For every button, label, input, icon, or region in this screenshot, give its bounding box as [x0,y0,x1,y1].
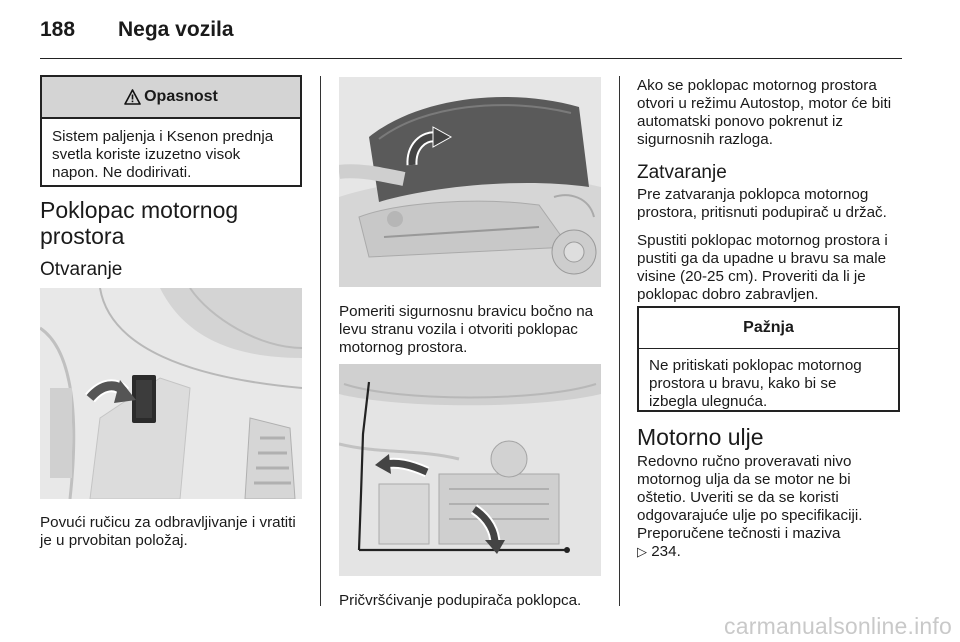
text-line: poklopac dobro zabravljen. [637,286,819,303]
text-line: automatski ponovo pokrenut iz [637,113,843,130]
text-line: sigurnosnih razloga. [637,131,773,148]
notice-box-header [639,308,898,349]
heading-line: Poklopac motornog [40,197,239,223]
autostop-note [637,77,891,149]
caption-line: Pomeriti sigurnosnu bravicu bočno na [339,303,594,320]
figure-hood-prop [339,364,601,576]
column-divider-1 [320,76,321,606]
page-title: Nega vozila [118,18,234,41]
text-line: Pre zatvaranja poklopca motornog [637,186,869,203]
page-reference[interactable] [637,543,862,561]
caption-hood-prop: Pričvršćivanje podupirača poklopca. [339,592,582,609]
caption-line: levu stranu vozila i otvoriti poklopac [339,321,578,338]
section-heading-engine-oil: Motorno ulje [637,424,764,450]
text-line: odgovarajuće ulje po specifikaciji. [637,507,863,524]
danger-box-text [42,119,300,182]
notice-box [637,306,900,412]
notice-line: izbegla ulegnuća. [649,393,768,410]
page-reference-number: 234. [651,543,681,560]
danger-box-title: Opasnost [144,88,218,105]
text-line: Ako se poklopac motornog prostora [637,77,877,94]
caption-line: motornog prostora. [339,339,468,356]
section-heading-hood [40,197,238,249]
caption-line: Povući ručicu za odbravljivanje i vratiti [40,514,296,531]
text-line: otvori u režimu Autostop, motor će biti [637,95,892,112]
warning-triangle-icon [124,89,141,105]
caption-open-hood [339,303,593,357]
text-line: oštetio. Uveriti se da se koristi [637,489,839,506]
heading-line: prostora [40,223,125,249]
text-line: Spustiti poklopac motornog prostora i [637,232,888,249]
danger-line: Sistem paljenja i Ksenon prednja [52,128,274,145]
column-divider-2 [619,76,620,606]
text-line: Preporučene tečnosti i maziva [637,525,841,542]
subheading-closing: Zatvaranje [637,162,727,183]
notice-box-title: Pažnja [743,319,794,336]
text-line: visine (20-25 cm). Proveriti da li je [637,268,866,285]
danger-box-header [42,77,300,119]
engine-oil-paragraph [637,453,862,561]
danger-line: napon. Ne dodirivati. [52,164,192,181]
header-rule [40,58,902,59]
closing-paragraph-2 [637,232,888,304]
text-line: Redovno ručno proveravati nivo [637,453,852,470]
notice-line: Ne pritiskati poklopac motornog [649,357,862,374]
watermark: carmanualsonline.info [724,613,952,639]
notice-box-text [639,349,898,411]
subheading-opening: Otvaranje [40,259,123,280]
notice-line: prostora u bravu, kako bi se [649,375,837,392]
danger-box [40,75,302,187]
text-line: prostora, pritisnuti podupirač u držač. [637,204,887,221]
text-line: pustiti ga da upadne u bravu sa male [637,250,887,267]
text-line: motornog ulja da se motor ne bi [637,471,851,488]
page-number: 188 [40,18,76,41]
figure-release-lever [40,288,302,499]
caption-release-lever [40,514,296,550]
danger-line: svetla koriste izuzetno visok [52,146,241,163]
figure-open-hood [339,77,601,287]
caption-line: je u prvobitan položaj. [40,532,188,549]
closing-paragraph-1 [637,186,887,222]
page-reference-arrow-icon: ▷ [637,544,647,559]
